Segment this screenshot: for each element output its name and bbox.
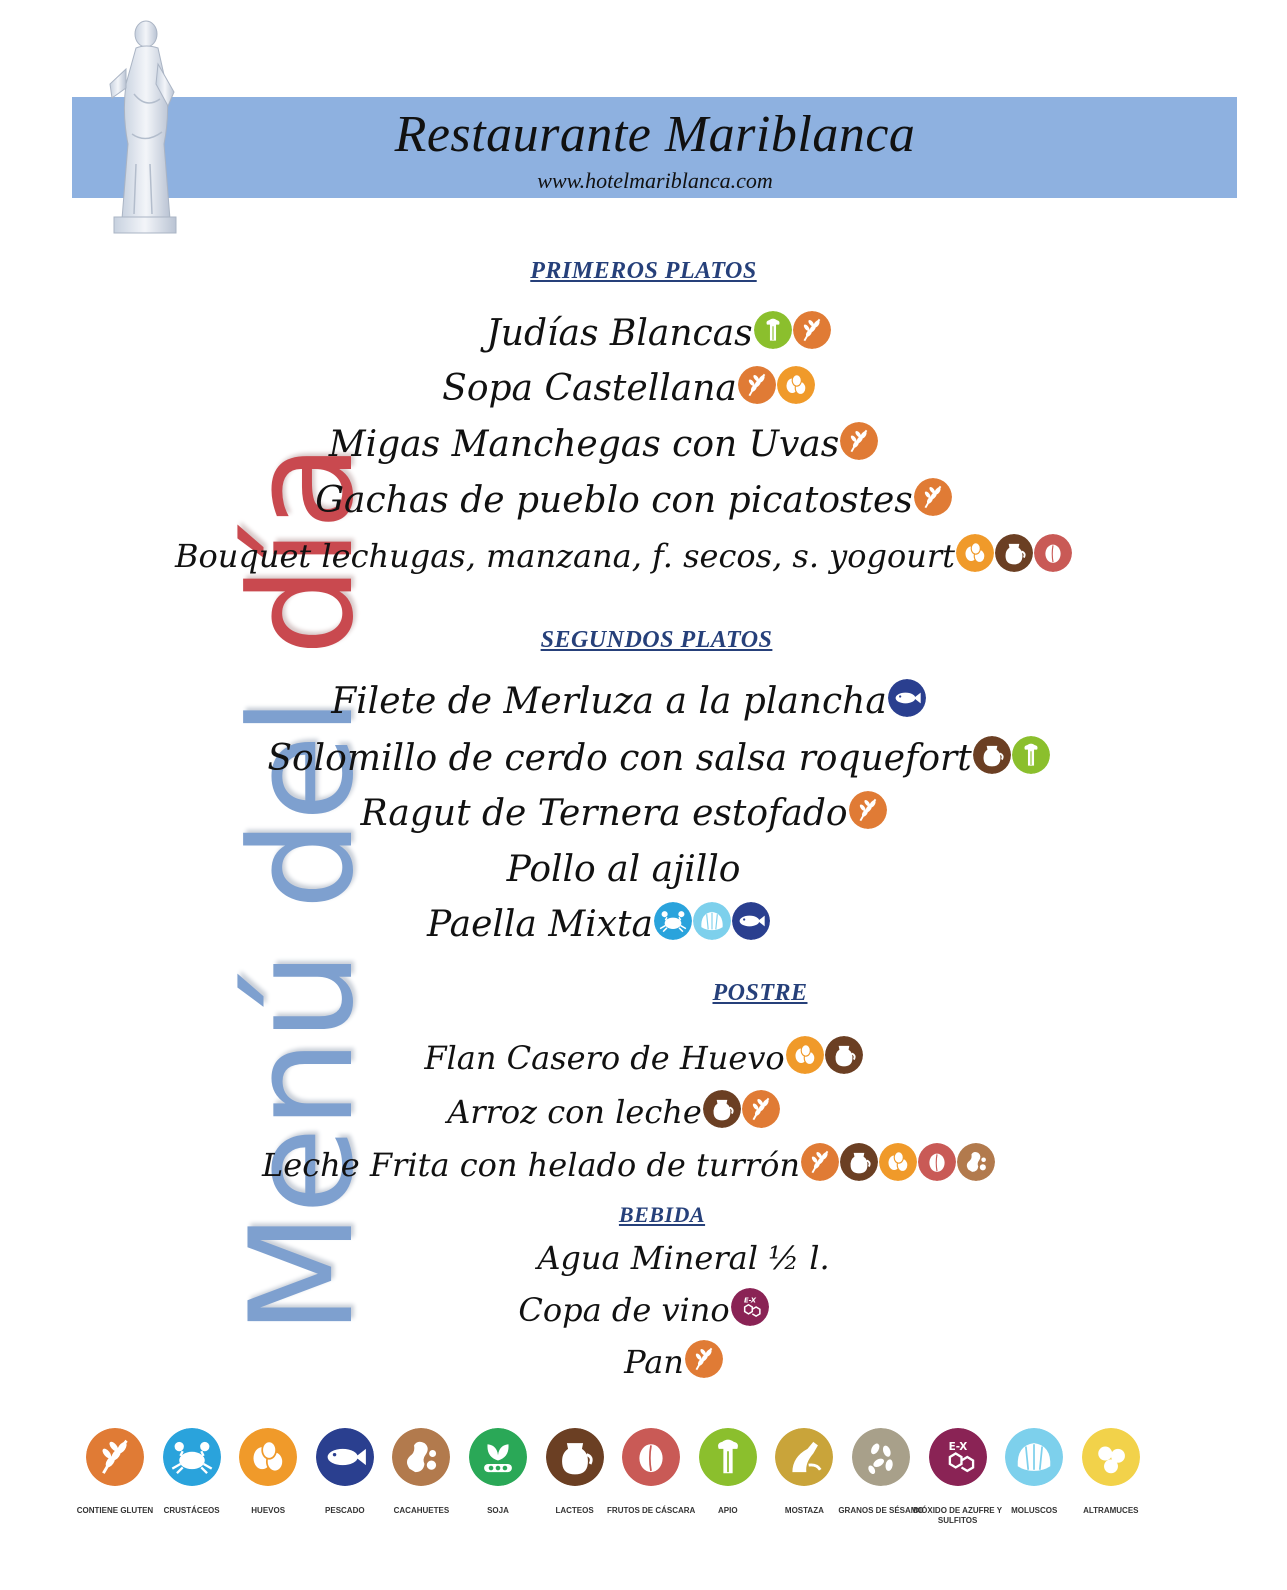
gluten-allergen-icon [793,311,831,349]
dish-name: Pollo al ajillo [506,849,741,890]
legend-label: LACTEOS [555,1506,594,1515]
lacteos-allergen-icon [703,1090,741,1128]
mostaza-icon [775,1428,833,1486]
legend-item-altramuces [1066,1428,1156,1516]
legend-label: PESCADO [325,1506,365,1515]
huevos-allergen-icon [879,1143,917,1181]
sesamo-icon [852,1428,910,1486]
dish-row [15,312,1287,356]
heading-bebida: BEBIDA [618,1202,706,1227]
pescado-allergen-icon [888,679,926,717]
svg-text:E-X: E-X [743,1295,756,1304]
cacahuetes-icon [392,1428,450,1486]
dish-row [0,1288,1287,1332]
apio-allergen-icon [754,311,792,349]
dish-name: Sopa Castellana [442,368,737,409]
heading-postre: POSTRE [712,980,808,1006]
legend-label: ALTRAMUCES [1083,1506,1139,1515]
heading-segundos: SEGUNDOS PLATOS [540,627,773,653]
dish-name: Gachas de pueblo con picatostes [315,480,913,521]
huevos-allergen-icon [777,366,815,404]
dish-name: Judías Blancas [486,313,753,354]
dish-row [0,534,1267,578]
dish-name: Leche Frita con helado de turrón [262,1146,800,1184]
gluten-allergen-icon [738,366,776,404]
gluten-allergen-icon [742,1090,780,1128]
heading-primeros: PRIMEROS PLATOS [530,258,757,284]
website-link[interactable]: www.hotelmariblanca.com [537,168,773,193]
legend-label: MOSTAZA [784,1506,824,1515]
dish-row [0,1036,1287,1080]
dish-row [0,423,1247,467]
dish-name: Ragut de Ternera estofado [360,793,848,834]
dish-row [0,1090,1257,1134]
dish-name: Filete de Merluza a la plancha [331,681,887,722]
side-title-part-b: día [220,445,385,656]
huevos-allergen-icon [956,534,994,572]
gluten-icon [86,1428,144,1486]
soja-icon [469,1428,527,1486]
dish-name: Paella Mixta [427,904,653,945]
svg-text:E-X: E-X [948,1441,967,1454]
pescado-allergen-icon [732,902,770,940]
dish-row [30,1340,1287,1384]
dish-name: Agua Mineral ½ l. [537,1239,830,1277]
dish-name: Pan [624,1343,684,1381]
legend-label: APIO [718,1506,738,1515]
dish-name: Flan Casero de Huevo [424,1039,785,1077]
moluscos-allergen-icon [693,902,731,940]
crustaceos-allergen-icon [654,902,692,940]
dish-row [0,1143,1272,1187]
gluten-allergen-icon [801,1143,839,1181]
dish-name: Arroz con leche [447,1093,702,1131]
lacteos-icon [546,1428,604,1486]
frutos-icon [622,1428,680,1486]
dish-row [0,479,1277,523]
dish-row [0,903,1242,947]
side-title-part-a: Menú del [220,655,385,1335]
dish-name: Bouquet lechugas, manzana, f. secos, s. yogourt [174,537,956,575]
legend-label: HUEVOS [251,1506,286,1515]
huevos-allergen-icon [786,1036,824,1074]
gluten-allergen-icon [914,478,952,516]
restaurant-title: Restaurante Mariblanca [394,106,916,163]
lacteos-allergen-icon [840,1143,878,1181]
dish-row [0,792,1267,836]
legend-label: MOLUSCOS [1011,1506,1058,1515]
frutos-allergen-icon [1034,534,1072,572]
dish-row [15,737,1287,781]
altramuces-icon [1082,1428,1140,1486]
crustaceos-icon [163,1428,221,1486]
legend-label: CACAHUETES [393,1506,450,1515]
dish-row [40,1236,1287,1280]
cacahuetes-allergen-icon [957,1143,995,1181]
dish-name: Solomillo de cerdo con salsa roquefort [267,738,972,779]
legend-label: FRUTOS DE CÁSCARA [607,1506,696,1515]
gluten-allergen-icon [849,791,887,829]
sulfitos-icon [929,1428,987,1486]
lacteos-allergen-icon [973,736,1011,774]
lacteos-allergen-icon [825,1036,863,1074]
sulfitos-allergen-icon [731,1288,769,1326]
allergen-legend [70,1428,1150,1548]
dish-name: Migas Manchegas con Uvas [328,424,840,465]
moluscos-icon [1005,1428,1063,1486]
legend-label: SOJA [487,1506,509,1515]
gluten-allergen-icon [685,1340,723,1378]
dish-row [0,367,1272,411]
lacteos-allergen-icon [995,534,1033,572]
apio-icon [699,1428,757,1486]
apio-allergen-icon [1012,736,1050,774]
dish-name: Copa de vino [518,1291,730,1329]
frutos-allergen-icon [918,1143,956,1181]
huevos-icon [239,1428,297,1486]
dish-row [0,680,1272,724]
legend-label: CONTIENE GLUTEN [76,1506,154,1515]
legend-label: DIÓXIDO DE AZUFRE Y SULFITOS [913,1506,1003,1525]
gluten-allergen-icon [840,422,878,460]
legend-label: GRANOS DE SÉSAMO [838,1506,924,1515]
legend-label: CRUSTÁCEOS [163,1506,220,1515]
pescado-icon [316,1428,374,1486]
dish-row [0,848,1267,892]
